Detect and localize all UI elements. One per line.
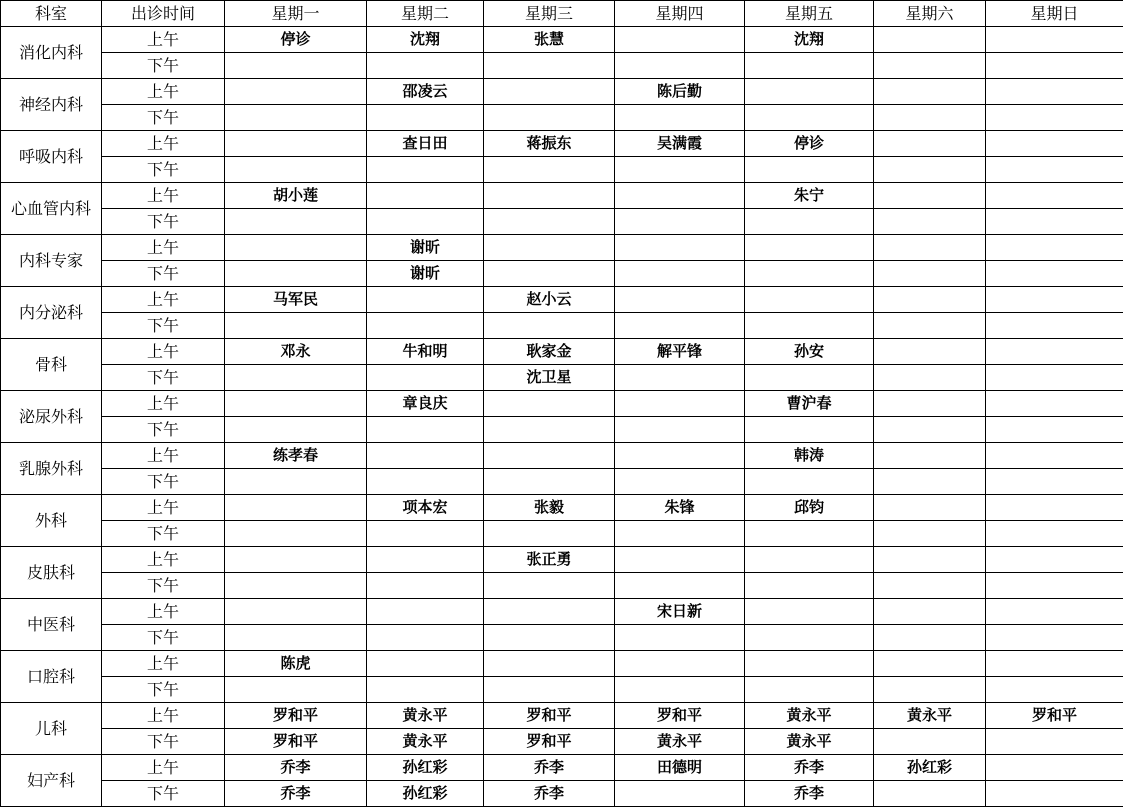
- header-wednesday: 星期三: [484, 1, 615, 27]
- doctor-cell-sunday: [986, 391, 1123, 417]
- doctor-cell-monday: [225, 573, 367, 599]
- doctor-cell-wednesday: [484, 235, 615, 261]
- doctor-cell-tuesday: 章良庆: [367, 391, 484, 417]
- table-row: [1, 495, 1123, 521]
- doctor-cell-monday: [225, 53, 367, 79]
- header-saturday: 星期六: [874, 1, 986, 27]
- session-time: 下午: [102, 209, 225, 235]
- doctor-cell-friday: [745, 599, 874, 625]
- doctor-cell-tuesday: 黄永平: [367, 729, 484, 755]
- doctor-cell-saturday: [874, 27, 986, 53]
- doctor-cell-wednesday: 罗和平: [484, 703, 615, 729]
- doctor-cell-monday: [225, 417, 367, 443]
- doctor-cell-wednesday: 张毅: [484, 495, 615, 521]
- department-name: 皮肤科: [1, 547, 102, 599]
- doctor-cell-thursday: [615, 261, 745, 287]
- doctor-cell-saturday: 黄永平: [874, 703, 986, 729]
- doctor-cell-tuesday: [367, 599, 484, 625]
- table-row: [1, 443, 1123, 469]
- doctor-cell-thursday: [615, 105, 745, 131]
- doctor-cell-tuesday: 邵凌云: [367, 79, 484, 105]
- doctor-cell-friday: [745, 313, 874, 339]
- doctor-cell-thursday: [615, 781, 745, 807]
- doctor-cell-saturday: [874, 339, 986, 365]
- doctor-cell-wednesday: [484, 53, 615, 79]
- doctor-cell-monday: [225, 677, 367, 703]
- header-sunday: 星期日: [986, 1, 1123, 27]
- doctor-cell-saturday: [874, 651, 986, 677]
- session-time: 下午: [102, 469, 225, 495]
- doctor-cell-monday: 马军民: [225, 287, 367, 313]
- doctor-cell-friday: [745, 625, 874, 651]
- doctor-cell-saturday: [874, 573, 986, 599]
- table-row: [1, 131, 1123, 157]
- doctor-cell-saturday: [874, 625, 986, 651]
- doctor-cell-friday: [745, 547, 874, 573]
- session-time: 下午: [102, 677, 225, 703]
- session-time: 上午: [102, 391, 225, 417]
- doctor-cell-wednesday: 张正勇: [484, 547, 615, 573]
- doctor-cell-tuesday: 黄永平: [367, 703, 484, 729]
- doctor-cell-sunday: [986, 27, 1123, 53]
- doctor-cell-saturday: 孙红彩: [874, 755, 986, 781]
- doctor-cell-monday: [225, 105, 367, 131]
- table-row: [1, 287, 1123, 313]
- doctor-cell-monday: [225, 235, 367, 261]
- schedule-body: [1, 27, 1123, 807]
- doctor-cell-tuesday: 牛和明: [367, 339, 484, 365]
- department-name: 骨科: [1, 339, 102, 391]
- doctor-cell-monday: [225, 469, 367, 495]
- doctor-cell-saturday: [874, 287, 986, 313]
- doctor-cell-friday: [745, 287, 874, 313]
- doctor-cell-friday: [745, 53, 874, 79]
- doctor-cell-friday: 曹沪春: [745, 391, 874, 417]
- session-time: 上午: [102, 495, 225, 521]
- table-row: [1, 729, 1123, 755]
- doctor-cell-thursday: 罗和平: [615, 703, 745, 729]
- doctor-cell-monday: [225, 209, 367, 235]
- table-row: [1, 677, 1123, 703]
- doctor-cell-wednesday: 沈卫星: [484, 365, 615, 391]
- doctor-cell-sunday: [986, 495, 1123, 521]
- department-name: 乳腺外科: [1, 443, 102, 495]
- doctor-cell-saturday: [874, 781, 986, 807]
- doctor-cell-tuesday: [367, 469, 484, 495]
- doctor-cell-wednesday: 乔李: [484, 755, 615, 781]
- doctor-cell-friday: 黄永平: [745, 729, 874, 755]
- doctor-cell-thursday: 吴满霞: [615, 131, 745, 157]
- doctor-cell-thursday: [615, 469, 745, 495]
- table-row: [1, 781, 1123, 807]
- doctor-cell-sunday: [986, 443, 1123, 469]
- header-thursday: 星期四: [615, 1, 745, 27]
- session-time: 上午: [102, 599, 225, 625]
- doctor-cell-thursday: [615, 313, 745, 339]
- header-friday: 星期五: [745, 1, 874, 27]
- doctor-cell-wednesday: [484, 573, 615, 599]
- session-time: 下午: [102, 313, 225, 339]
- doctor-cell-sunday: [986, 417, 1123, 443]
- doctor-cell-monday: [225, 131, 367, 157]
- session-time: 上午: [102, 235, 225, 261]
- table-row: [1, 53, 1123, 79]
- doctor-cell-thursday: [615, 391, 745, 417]
- department-name: 妇产科: [1, 755, 102, 807]
- doctor-cell-monday: 陈虎: [225, 651, 367, 677]
- department-name: 消化内科: [1, 27, 102, 79]
- doctor-cell-thursday: [615, 417, 745, 443]
- doctor-cell-saturday: [874, 131, 986, 157]
- doctor-cell-friday: 朱宁: [745, 183, 874, 209]
- doctor-cell-wednesday: 张慧: [484, 27, 615, 53]
- doctor-cell-tuesday: [367, 677, 484, 703]
- doctor-cell-sunday: [986, 183, 1123, 209]
- table-row: [1, 235, 1123, 261]
- doctor-cell-sunday: [986, 131, 1123, 157]
- table-row: [1, 79, 1123, 105]
- doctor-cell-saturday: [874, 729, 986, 755]
- doctor-cell-sunday: [986, 469, 1123, 495]
- doctor-cell-wednesday: [484, 417, 615, 443]
- department-name: 呼吸内科: [1, 131, 102, 183]
- doctor-cell-tuesday: 项本宏: [367, 495, 484, 521]
- table-row: [1, 27, 1123, 53]
- doctor-cell-saturday: [874, 183, 986, 209]
- doctor-cell-thursday: 朱锋: [615, 495, 745, 521]
- doctor-cell-saturday: [874, 235, 986, 261]
- doctor-cell-thursday: [615, 209, 745, 235]
- department-name: 内科专家: [1, 235, 102, 287]
- doctor-cell-monday: 乔李: [225, 755, 367, 781]
- session-time: 上午: [102, 339, 225, 365]
- doctor-cell-tuesday: 沈翔: [367, 27, 484, 53]
- session-time: 上午: [102, 27, 225, 53]
- doctor-cell-thursday: [615, 521, 745, 547]
- table-row: [1, 157, 1123, 183]
- doctor-cell-tuesday: [367, 105, 484, 131]
- doctor-cell-sunday: [986, 755, 1123, 781]
- doctor-cell-wednesday: [484, 157, 615, 183]
- doctor-cell-friday: [745, 417, 874, 443]
- department-name: 儿科: [1, 703, 102, 755]
- doctor-cell-thursday: 黄永平: [615, 729, 745, 755]
- doctor-cell-wednesday: [484, 469, 615, 495]
- table-row: [1, 755, 1123, 781]
- doctor-cell-saturday: [874, 53, 986, 79]
- doctor-cell-tuesday: [367, 53, 484, 79]
- doctor-cell-sunday: [986, 157, 1123, 183]
- doctor-cell-sunday: [986, 79, 1123, 105]
- doctor-cell-monday: [225, 495, 367, 521]
- doctor-cell-friday: 沈翔: [745, 27, 874, 53]
- doctor-cell-tuesday: [367, 365, 484, 391]
- session-time: 下午: [102, 573, 225, 599]
- doctor-cell-friday: [745, 365, 874, 391]
- doctor-cell-thursday: [615, 235, 745, 261]
- doctor-cell-wednesday: 蒋振东: [484, 131, 615, 157]
- doctor-cell-monday: 罗和平: [225, 729, 367, 755]
- doctor-cell-saturday: [874, 391, 986, 417]
- department-name: 泌尿外科: [1, 391, 102, 443]
- doctor-cell-thursday: [615, 547, 745, 573]
- doctor-cell-thursday: [615, 287, 745, 313]
- doctor-cell-friday: 乔李: [745, 781, 874, 807]
- doctor-cell-friday: [745, 235, 874, 261]
- doctor-cell-thursday: [615, 27, 745, 53]
- doctor-cell-monday: 停诊: [225, 27, 367, 53]
- doctor-cell-thursday: [615, 651, 745, 677]
- doctor-cell-friday: [745, 105, 874, 131]
- session-time: 下午: [102, 105, 225, 131]
- doctor-cell-monday: [225, 625, 367, 651]
- doctor-cell-sunday: [986, 209, 1123, 235]
- doctor-cell-friday: [745, 651, 874, 677]
- doctor-cell-tuesday: [367, 287, 484, 313]
- table-row: [1, 365, 1123, 391]
- session-time: 上午: [102, 703, 225, 729]
- doctor-cell-thursday: [615, 573, 745, 599]
- doctor-cell-wednesday: [484, 105, 615, 131]
- doctor-cell-sunday: [986, 261, 1123, 287]
- doctor-cell-thursday: [615, 443, 745, 469]
- doctor-cell-saturday: [874, 469, 986, 495]
- session-time: 下午: [102, 729, 225, 755]
- doctor-cell-wednesday: [484, 651, 615, 677]
- doctor-cell-wednesday: [484, 209, 615, 235]
- doctor-cell-sunday: [986, 573, 1123, 599]
- doctor-cell-sunday: [986, 53, 1123, 79]
- doctor-cell-thursday: 田德明: [615, 755, 745, 781]
- doctor-cell-sunday: [986, 287, 1123, 313]
- doctor-cell-saturday: [874, 599, 986, 625]
- doctor-cell-monday: 邓永: [225, 339, 367, 365]
- table-row: [1, 703, 1123, 729]
- doctor-cell-tuesday: [367, 443, 484, 469]
- doctor-cell-thursday: [615, 183, 745, 209]
- table-row: [1, 651, 1123, 677]
- doctor-cell-monday: [225, 521, 367, 547]
- table-row: [1, 547, 1123, 573]
- table-row: [1, 417, 1123, 443]
- doctor-cell-wednesday: [484, 183, 615, 209]
- doctor-cell-sunday: [986, 339, 1123, 365]
- doctor-cell-sunday: [986, 547, 1123, 573]
- doctor-cell-wednesday: [484, 521, 615, 547]
- session-time: 下午: [102, 625, 225, 651]
- doctor-cell-tuesday: [367, 573, 484, 599]
- doctor-cell-monday: [225, 391, 367, 417]
- doctor-cell-thursday: [615, 677, 745, 703]
- doctor-cell-friday: 孙安: [745, 339, 874, 365]
- session-time: 上午: [102, 287, 225, 313]
- doctor-cell-wednesday: [484, 677, 615, 703]
- doctor-cell-monday: [225, 79, 367, 105]
- doctor-cell-sunday: [986, 313, 1123, 339]
- session-time: 上午: [102, 651, 225, 677]
- doctor-cell-sunday: [986, 235, 1123, 261]
- table-row: [1, 599, 1123, 625]
- doctor-cell-wednesday: [484, 261, 615, 287]
- table-row: [1, 469, 1123, 495]
- doctor-cell-friday: [745, 573, 874, 599]
- doctor-cell-tuesday: 孙红彩: [367, 781, 484, 807]
- session-time: 下午: [102, 521, 225, 547]
- doctor-cell-wednesday: [484, 443, 615, 469]
- doctor-cell-monday: [225, 157, 367, 183]
- doctor-cell-tuesday: [367, 157, 484, 183]
- session-time: 下午: [102, 53, 225, 79]
- doctor-cell-monday: [225, 313, 367, 339]
- header-time: 出诊时间: [102, 1, 225, 27]
- session-time: 上午: [102, 443, 225, 469]
- doctor-cell-tuesday: 谢昕: [367, 261, 484, 287]
- doctor-cell-sunday: [986, 105, 1123, 131]
- table-row: [1, 105, 1123, 131]
- header-department: 科室: [1, 1, 102, 27]
- table-row: [1, 339, 1123, 365]
- session-time: 下午: [102, 781, 225, 807]
- doctor-cell-wednesday: 乔李: [484, 781, 615, 807]
- doctor-cell-monday: [225, 261, 367, 287]
- doctor-cell-saturday: [874, 157, 986, 183]
- department-name: 内分泌科: [1, 287, 102, 339]
- session-time: 下午: [102, 157, 225, 183]
- table-row: [1, 391, 1123, 417]
- doctor-cell-tuesday: [367, 547, 484, 573]
- doctor-cell-tuesday: 谢昕: [367, 235, 484, 261]
- department-name: 中医科: [1, 599, 102, 651]
- department-name: 口腔科: [1, 651, 102, 703]
- doctor-cell-wednesday: 耿家金: [484, 339, 615, 365]
- doctor-cell-sunday: [986, 729, 1123, 755]
- doctor-cell-friday: 邱钧: [745, 495, 874, 521]
- doctor-cell-saturday: [874, 105, 986, 131]
- doctor-cell-saturday: [874, 677, 986, 703]
- doctor-cell-thursday: [615, 365, 745, 391]
- doctor-cell-wednesday: 赵小云: [484, 287, 615, 313]
- doctor-cell-saturday: [874, 313, 986, 339]
- header-tuesday: 星期二: [367, 1, 484, 27]
- doctor-cell-tuesday: [367, 313, 484, 339]
- doctor-cell-tuesday: 查日田: [367, 131, 484, 157]
- doctor-cell-tuesday: [367, 625, 484, 651]
- doctor-cell-monday: [225, 547, 367, 573]
- doctor-cell-friday: 乔李: [745, 755, 874, 781]
- doctor-cell-saturday: [874, 443, 986, 469]
- session-time: 上午: [102, 755, 225, 781]
- doctor-cell-sunday: [986, 677, 1123, 703]
- session-time: 上午: [102, 183, 225, 209]
- doctor-cell-saturday: [874, 495, 986, 521]
- doctor-cell-friday: [745, 521, 874, 547]
- doctor-cell-monday: 乔李: [225, 781, 367, 807]
- table-row: [1, 183, 1123, 209]
- doctor-cell-saturday: [874, 521, 986, 547]
- session-time: 上午: [102, 79, 225, 105]
- header-monday: 星期一: [225, 1, 367, 27]
- session-time: 上午: [102, 547, 225, 573]
- doctor-cell-wednesday: [484, 79, 615, 105]
- department-name: 神经内科: [1, 79, 102, 131]
- doctor-cell-thursday: 宋日新: [615, 599, 745, 625]
- doctor-cell-monday: [225, 599, 367, 625]
- doctor-cell-friday: [745, 261, 874, 287]
- doctor-cell-sunday: [986, 625, 1123, 651]
- doctor-cell-tuesday: [367, 521, 484, 547]
- doctor-cell-friday: 停诊: [745, 131, 874, 157]
- doctor-cell-saturday: [874, 417, 986, 443]
- doctor-cell-wednesday: [484, 625, 615, 651]
- doctor-cell-sunday: [986, 651, 1123, 677]
- session-time: 上午: [102, 131, 225, 157]
- doctor-cell-thursday: 解平锋: [615, 339, 745, 365]
- session-time: 下午: [102, 417, 225, 443]
- doctor-cell-tuesday: [367, 183, 484, 209]
- doctor-cell-sunday: [986, 599, 1123, 625]
- table-row: [1, 209, 1123, 235]
- doctor-cell-tuesday: [367, 651, 484, 677]
- doctor-cell-saturday: [874, 365, 986, 391]
- doctor-cell-sunday: [986, 365, 1123, 391]
- doctor-cell-sunday: [986, 781, 1123, 807]
- doctor-cell-thursday: [615, 157, 745, 183]
- table-row: [1, 521, 1123, 547]
- doctor-cell-friday: [745, 79, 874, 105]
- doctor-cell-monday: 罗和平: [225, 703, 367, 729]
- doctor-cell-tuesday: [367, 209, 484, 235]
- doctor-cell-saturday: [874, 209, 986, 235]
- department-name: 心血管内科: [1, 183, 102, 235]
- doctor-cell-thursday: [615, 53, 745, 79]
- doctor-cell-tuesday: [367, 417, 484, 443]
- doctor-cell-saturday: [874, 79, 986, 105]
- doctor-cell-wednesday: [484, 391, 615, 417]
- table-row: [1, 625, 1123, 651]
- doctor-cell-wednesday: [484, 599, 615, 625]
- doctor-cell-saturday: [874, 547, 986, 573]
- doctor-cell-saturday: [874, 261, 986, 287]
- doctor-cell-tuesday: 孙红彩: [367, 755, 484, 781]
- doctor-cell-friday: [745, 469, 874, 495]
- table-row: [1, 313, 1123, 339]
- doctor-cell-monday: 胡小莲: [225, 183, 367, 209]
- doctor-cell-thursday: [615, 625, 745, 651]
- doctor-cell-friday: 韩涛: [745, 443, 874, 469]
- doctor-cell-monday: [225, 365, 367, 391]
- header-row: [1, 1, 1123, 27]
- table-row: [1, 573, 1123, 599]
- doctor-cell-sunday: [986, 521, 1123, 547]
- department-name: 外科: [1, 495, 102, 547]
- doctor-cell-friday: 黄永平: [745, 703, 874, 729]
- doctor-cell-thursday: 陈后勤: [615, 79, 745, 105]
- doctor-cell-friday: [745, 209, 874, 235]
- doctor-cell-friday: [745, 677, 874, 703]
- doctor-cell-sunday: 罗和平: [986, 703, 1123, 729]
- doctor-cell-monday: 练孝春: [225, 443, 367, 469]
- session-time: 下午: [102, 261, 225, 287]
- doctor-cell-wednesday: [484, 313, 615, 339]
- session-time: 下午: [102, 365, 225, 391]
- table-row: [1, 261, 1123, 287]
- doctor-cell-friday: [745, 157, 874, 183]
- doctor-cell-wednesday: 罗和平: [484, 729, 615, 755]
